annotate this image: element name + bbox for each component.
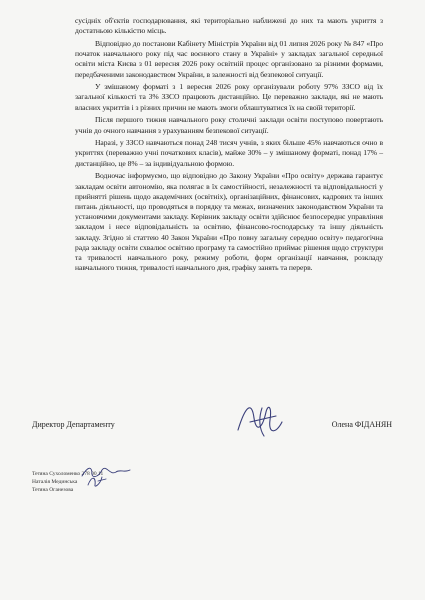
paragraph-student-statistics: Наразі, у ЗЗСО навчаються понад 248 тисяч учнів, з яких більше 45% навчаються очно в укриттях (переважно учні початкових класів), майже 30% – у змішаному форматі, понад 17% – дистанційно, це 8% – за індивідуальною формою.: [75, 138, 383, 168]
approval-line: [32, 486, 103, 494]
approvals-block: [32, 470, 103, 494]
approver-name: Наталія Мединська: [32, 479, 78, 485]
signatory-role: Директор Департаменту: [32, 420, 115, 429]
paragraph-continuation: сусідніх об'єктів господарювання, які територіально наближені до них та мають укриття з достатньою кількістю місць.: [75, 16, 383, 36]
paragraph-mixed-format: У змішаному форматі з 1 вересня 2026 року організували роботу 97% ЗЗСО від їх загальної кількості та 3% ЗЗСО працюють дистанційно. Це переважно заклади, які не мають власних укриттів і з різних причин не мають змоги облаштуватися їх на своїй території.: [75, 82, 383, 112]
approval-line: [32, 478, 103, 486]
director-signature: [232, 400, 292, 440]
approver-name: Тетяна Сухоломенко 278 00 11: [32, 471, 104, 477]
paragraph-return-to-school: Після першого тижня навчального року столичні заклади освіти поступово повертають учнів до очного навчання з урахуванням безпекової ситуації.: [75, 115, 383, 135]
letter-body: [75, 16, 383, 276]
paragraph-resolution: Відповідно до постанови Кабінету Міністрів України від 01 липня 2026 року № 847 «Про початок навчального року під час воєнного стану в Україні» у закладах загальної середньої освіти міста Києва з 01 вересня 2026 року освітній процес організовано за різними формами, передбаченими законодавством України, в залежності від безпекової ситуації.: [75, 38, 383, 79]
approver-name: Тетяна Оганезова: [32, 487, 74, 493]
paragraph-autonomy: Водночас інформуємо, що відповідно до Закону України «Про освіту» держава гарантує закладам освіти автономію, яка полягає в їх самостійності, незалежності та відповідальності у прийнятті рішень щодо академічних (освітніх), організаційних, фінансових, кадрових та інших питань діяльності, що проводяться в порядку та межах, визначених законодавством України та установчими документами закладу. Керівник закладу освіти здійснює безпосереднє управління закладом і несе відповідальність за освітню, фінансово-господарську та іншу діяльність закладу. Згідно зі статтею 40 Закон України «Про повну загальну середню освіту» педагогічна рада закладу освіти схвалює освітню програму та самостійно приймає рішення щодо структури та тривалості навчального року, режиму роботи, форм організації навчання, розкладу навчального тижня, тривалості навчального дня, графіку занять та перерв.: [75, 171, 383, 273]
signatory-name: Олена ФІДАНЯН: [331, 420, 392, 429]
